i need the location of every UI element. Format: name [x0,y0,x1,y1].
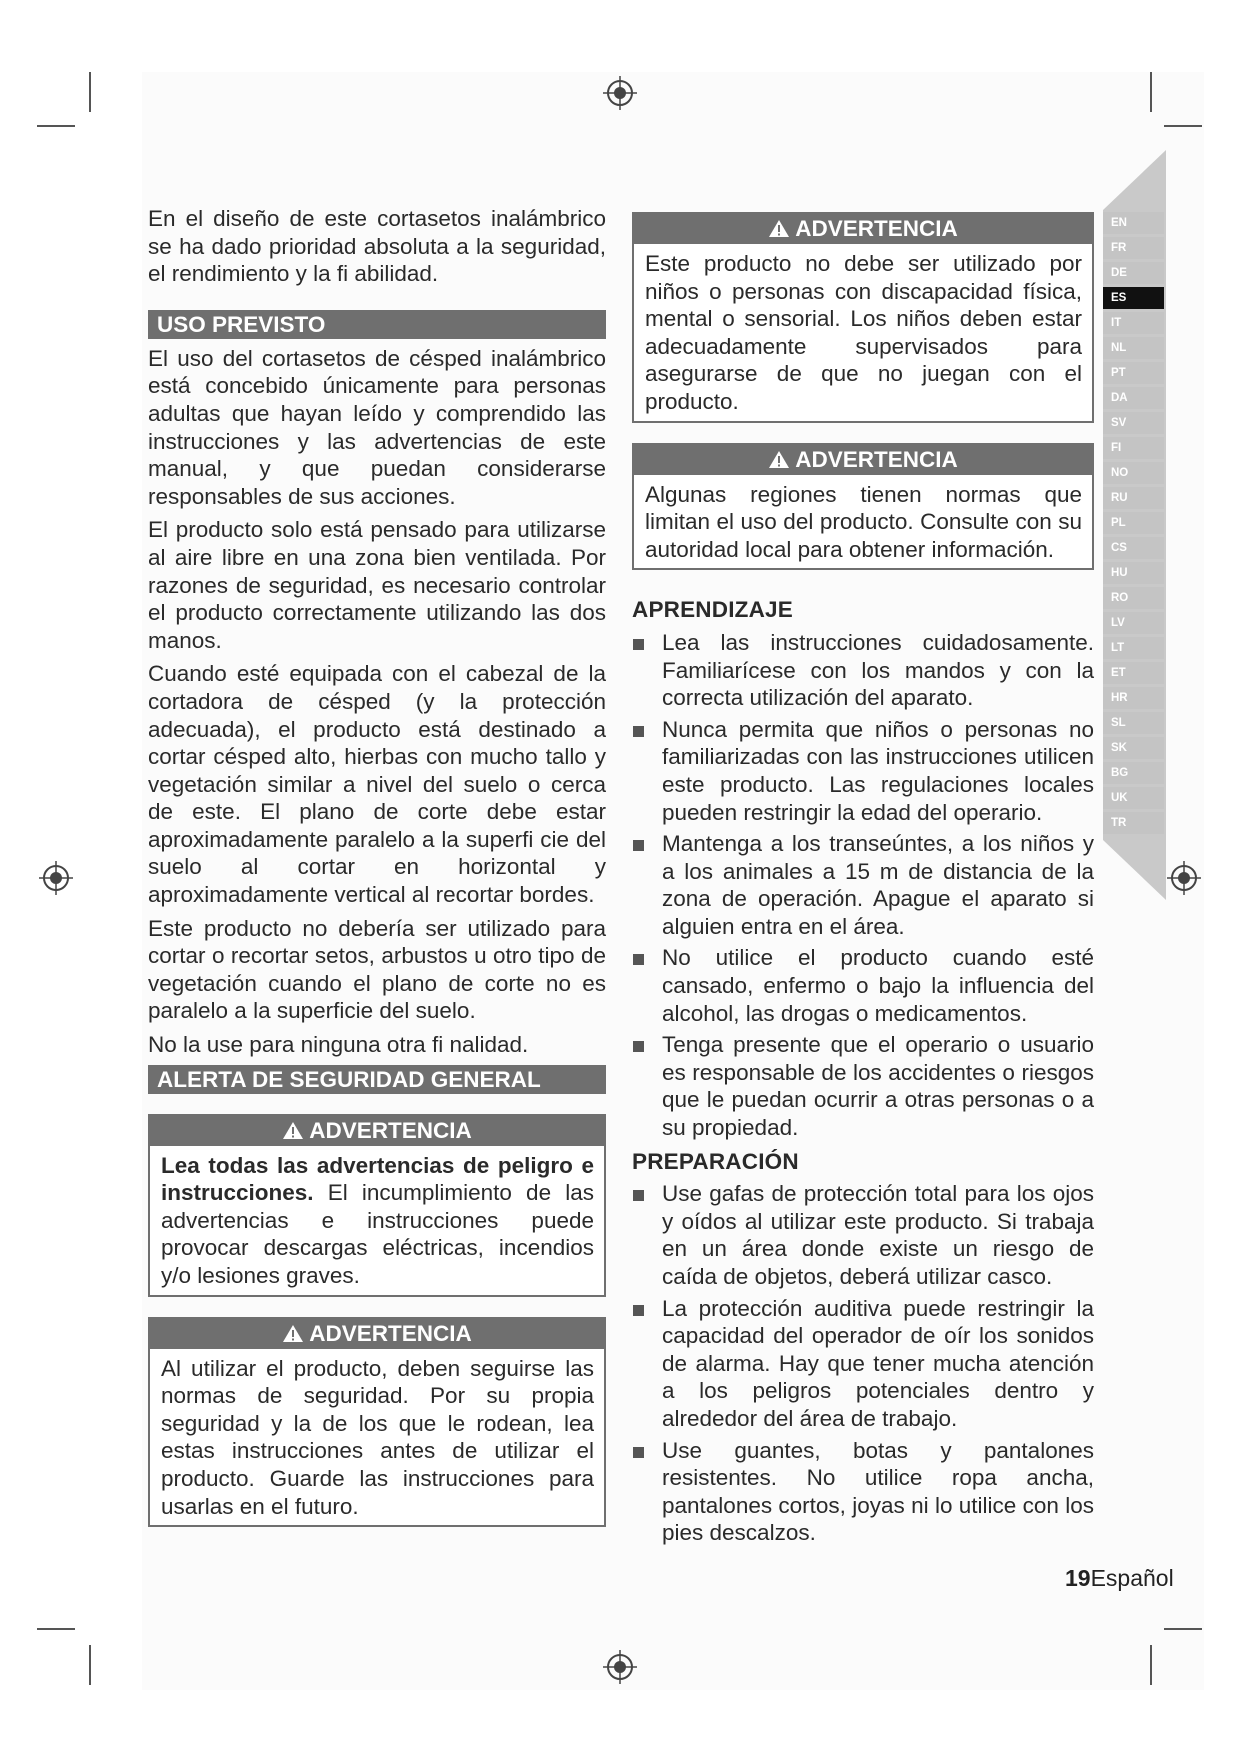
lang-tab-en[interactable]: EN [1103,212,1164,234]
warning-triangle-icon [768,450,790,469]
lang-tab-ru[interactable]: RU [1103,487,1164,509]
page-language: Español [1090,1565,1174,1591]
list-item: Mantenga a los transeúntes, a los niños y a los animales a 15 m de distancia de la zona de operación. Apague el aparato si alguien entra en el área. [632,830,1094,940]
warning-triangle-icon [768,219,790,238]
list-item: Use guantes, botas y pantalones resistentes. No utilice ropa ancha, pantalones cortos, joyas ni lo utilice con los pies descalzos. [632,1437,1094,1547]
warning-text: Al utilizar el producto, deben seguirse las normas de seguridad. Por su propia seguridad y la de los que le rodean, lea estas instrucciones antes de utilizar el producto. Guarde las instrucciones para usarlas en el futuro. [161,1355,594,1519]
registration-mark-icon [603,1650,637,1684]
lang-tab-bg[interactable]: BG [1103,762,1164,784]
bullet-square-icon [633,1305,644,1316]
warning-box [632,443,1094,571]
section-header-aprendizaje: APRENDIZAJE [632,597,793,623]
list-item: Use gafas de protección total para los ojos y oídos al utilizar este producto. Si trabaja en un área donde existe un riesgo de caída de objetos, deberá utilizar casco. [632,1180,1094,1290]
lang-tab-lv[interactable]: LV [1103,612,1164,634]
lang-tab-sl[interactable]: SL [1103,712,1164,734]
bullet-square-icon [633,840,644,851]
bullet-square-icon [633,1447,644,1458]
page-number [1065,1565,1174,1592]
list-item: Nunca permita que niños o personas no familiarizadas con las instrucciones utilicen este producto. Las regulaciones locales pueden restringir la edad del operario. [632,716,1094,826]
registration-mark-icon [39,861,73,895]
lang-tab-da[interactable]: DA [1103,387,1164,409]
registration-mark-icon [603,76,637,110]
aprendizaje-list [632,629,1094,1142]
warning-triangle-icon [282,1121,304,1140]
lang-tab-sk[interactable]: SK [1103,737,1164,759]
paragraph: No la use para ninguna otra fi nalidad. [148,1032,529,1058]
bullet-square-icon [633,726,644,737]
list-item: Tenga presente que el operario o usuario es responsable de los accidentes o riesgos que le puedan ocurrir a otras personas o a su propiedad. [632,1031,1094,1141]
lang-tab-hu[interactable]: HU [1103,562,1164,584]
lang-tab-fi[interactable]: FI [1103,437,1164,459]
lang-tab-sv[interactable]: SV [1103,412,1164,434]
warning-box [148,1317,606,1528]
crop-mark [1164,125,1202,127]
warning-body-text: El incumplimiento de las advertencias e instrucciones puede provocar descargas eléctricas, incendios y/o lesiones graves. [161,1180,594,1288]
section-header-alerta: ALERTA DE SEGURIDAD GENERAL [148,1065,606,1094]
paragraph: El producto solo está pensado para utilizarse al aire libre en una zona bien ventilada. Por razones de seguridad, es necesario controlar el producto correctamente utilizando las dos manos. [148,517,606,653]
lang-tab-et[interactable]: ET [1103,662,1164,684]
crop-mark [1150,72,1152,112]
lang-tab-fr[interactable]: FR [1103,237,1164,259]
warning-header [634,445,1092,475]
warning-box [632,212,1094,423]
lang-tab-es[interactable]: ES [1103,287,1164,309]
page-number-value: 19 [1065,1565,1091,1591]
lang-tab-hr[interactable]: HR [1103,687,1164,709]
crop-mark [37,125,75,127]
warning-title: ADVERTENCIA [309,1320,472,1346]
crop-mark [1150,1645,1152,1685]
warning-header [634,214,1092,244]
warning-triangle-icon [282,1324,304,1343]
intro-paragraph: En el diseño de este cortasetos inalámbrico se ha dado prioridad absoluta a la seguridad, el rendimiento y la fi abilidad. [148,206,606,287]
warning-text: Algunas regiones tienen normas que limitan el uso del producto. Consulte con su autoridad local para obtener información. [645,481,1082,562]
lang-tab-nl[interactable]: NL [1103,337,1164,359]
list-item: Lea las instrucciones cuidadosamente. Familiarícese con los mandos y con la correcta utilización del aparato. [632,629,1094,712]
warning-text: Este producto no debe ser utilizado por niños o personas con discapacidad física, mental o sensorial. Los niños deben estar adecuadamente supervisados para asegurarse de que no juegan con el producto. [645,251,1082,414]
paragraph: Cuando esté equipada con el cabezal de la cortadora de césped (y la protección adecuada), el producto está destinado a cortar césped alto, hierbas con mucho tallo y vegetación similar a nivel del suelo o cerca de este. El plano de corte debe estar aproximadamente paralelo a la superfi cie del suelo al cortar en horizontal y aproximadamente vertical al recortar bordes. [148,661,606,908]
warning-box [148,1114,606,1297]
lang-tab-pt[interactable]: PT [1103,362,1164,384]
crop-mark [1164,1628,1202,1630]
lang-tab-uk[interactable]: UK [1103,787,1164,809]
bullet-square-icon [633,639,644,650]
section-header-uso-previsto: USO PREVISTO [148,310,606,339]
lang-tab-tr[interactable]: TR [1103,812,1164,834]
warning-title: ADVERTENCIA [309,1117,472,1143]
right-column [632,212,1094,1553]
lang-tab-it[interactable]: IT [1103,312,1164,334]
warning-title: ADVERTENCIA [795,446,958,472]
lang-tab-ro[interactable]: RO [1103,587,1164,609]
bullet-square-icon [633,1190,644,1201]
lang-tab-cs[interactable]: CS [1103,537,1164,559]
warning-header [150,1319,604,1349]
lang-tab-pl[interactable]: PL [1103,512,1164,534]
paragraph: El uso del cortasetos de césped inalámbrico está concebido únicamente para personas adultas que hayan leído y comprendido las instrucciones y las advertencias de este manual, y que puedan considerarse responsables de sus acciones. [148,345,606,509]
bullet-square-icon [633,954,644,965]
warning-bold-text: Lea todas las advertencias de peligro e instrucciones. [161,1152,594,1206]
registration-mark-icon [1167,861,1201,895]
left-column [148,205,606,1527]
section-header-preparacion: PREPARACIÓN [632,1148,799,1174]
list-item: No utilice el producto cuando esté cansado, enfermo o bajo la influencia del alcohol, las drogas o medicamentos. [632,944,1094,1027]
crop-mark [89,72,91,112]
warning-text [150,1146,604,1295]
bullet-square-icon [633,1041,644,1052]
crop-mark [37,1628,75,1630]
crop-mark [89,1645,91,1685]
preparacion-list [632,1180,1094,1547]
warning-header [150,1116,604,1146]
lang-tab-no[interactable]: NO [1103,462,1164,484]
paragraph: Este producto no debería ser utilizado para cortar o recortar setos, arbustos u otro tipo de vegetación cuando el plano de corte no es paralelo a la superficie del suelo. [148,915,606,1024]
lang-tab-lt[interactable]: LT [1103,637,1164,659]
lang-tab-de[interactable]: DE [1103,262,1164,284]
list-item: La protección auditiva puede restringir la capacidad del operador de oír los sonidos de alarma. Hay que tener mucha atención a los peligros potenciales dentro y alrededor del área de trabajo. [632,1295,1094,1433]
warning-title: ADVERTENCIA [795,216,958,241]
